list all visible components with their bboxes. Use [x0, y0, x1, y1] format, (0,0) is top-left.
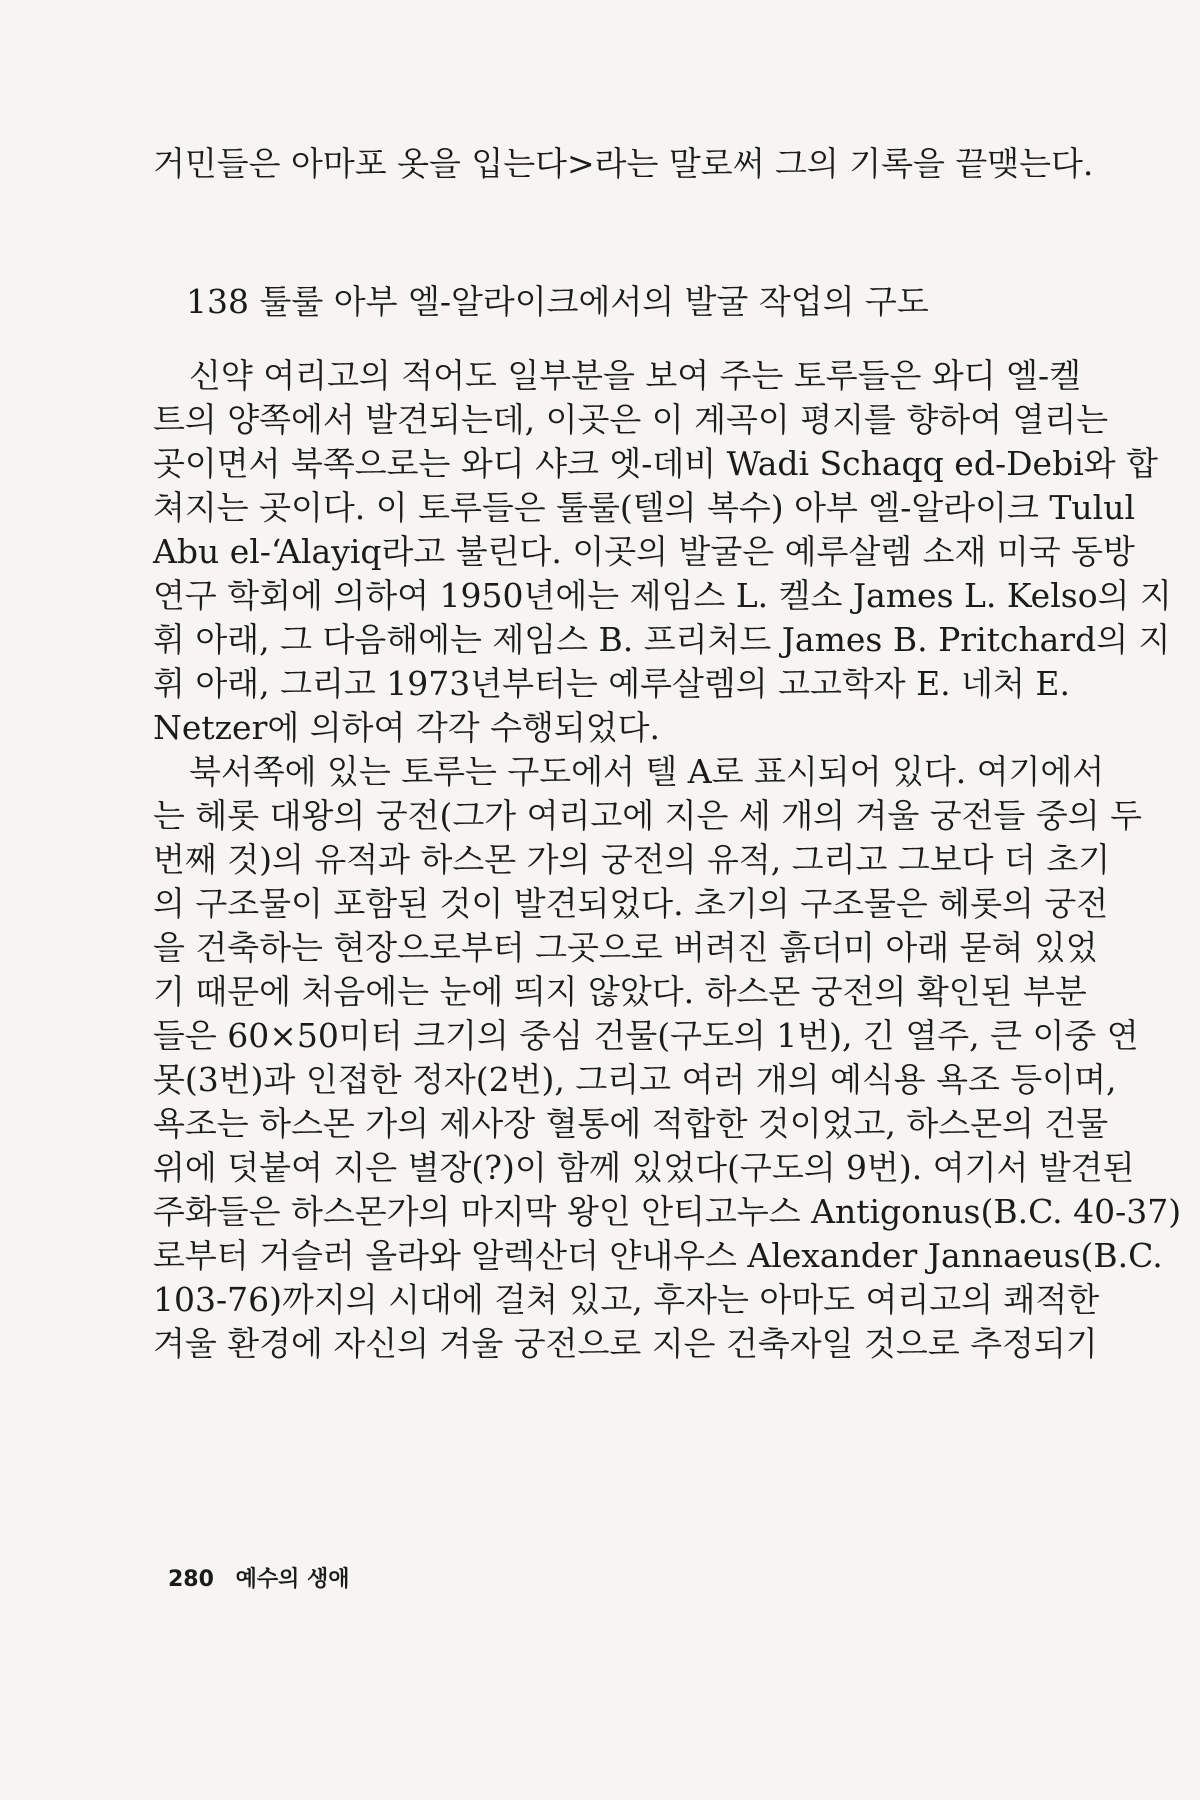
paragraph-2: [153, 750, 1182, 1366]
paragraph-line: 는 헤롯 대왕의 궁전(그가 여리고에 지은 세 개의 겨울 궁전들 중의 두: [153, 796, 1142, 835]
paragraph-line: 의 구조물이 포함된 것이 발견되었다. 초기의 구조물은 헤롯의 궁전: [153, 884, 1109, 923]
section-heading: 138 툴룰 아부 엘-알라이크에서의 발굴 작업의 구도: [186, 282, 929, 321]
paragraph-line: Netzer에 의하여 각각 수행되었다.: [153, 708, 660, 747]
paragraph-line: 위에 덧붙여 지은 별장(?)이 함께 있었다(구도의 9번). 여기서 발견된: [153, 1148, 1135, 1187]
paragraph-line: 신약 여리고의 적어도 일부분을 보여 주는 토루들은 와디 엘-켈: [189, 356, 1082, 395]
book-title: 예수의 생애: [235, 1567, 350, 1592]
paragraph-line: Abu el-‘Alayiq라고 불린다. 이곳의 발굴은 예루살렘 소재 미국 동방: [153, 532, 1135, 571]
paragraph-line: 103-76)까지의 시대에 걸쳐 있고, 후자는 아마도 여리고의 쾌적한: [153, 1280, 1100, 1319]
paragraph-line: 겨울 환경에 자신의 겨울 궁전으로 지은 건축자일 것으로 추정되기: [153, 1324, 1098, 1363]
paragraph-line: 쳐지는 곳이다. 이 토루들은 툴룰(텔의 복수) 아부 엘-알라이크 Tulul: [153, 488, 1136, 527]
paragraph-line: 번째 것)의 유적과 하스몬 가의 궁전의 유적, 그리고 그보다 더 초기: [153, 840, 1111, 879]
paragraph-1: [153, 354, 1172, 750]
paragraph-line: 휘 아래, 그리고 1973년부터는 예루살렘의 고고학자 E. 네처 E.: [153, 664, 1070, 703]
paragraph-line: 욕조는 하스몬 가의 제사장 혈통에 적합한 것이었고, 하스몬의 건물: [153, 1104, 1109, 1143]
page-number: 280: [168, 1567, 214, 1592]
paragraph-line: 로부터 거슬러 올라와 알렉산더 얀내우스 Alexander Jannaeus(B.C.: [153, 1236, 1163, 1275]
paragraph-line: 휘 아래, 그 다음해에는 제임스 B. 프리처드 James B. Pritchard의 지: [153, 620, 1171, 659]
page-footer: [168, 1562, 350, 1593]
paragraph-line: 을 건축하는 현장으로부터 그곳으로 버려진 흙더미 아래 묻혀 있었: [153, 928, 1098, 967]
paragraph-line: 기 때문에 처음에는 눈에 띄지 않았다. 하스몬 궁전의 확인된 부분: [153, 972, 1087, 1011]
paragraph-line: 주화들은 하스몬가의 마지막 왕인 안티고누스 Antigonus(B.C. 40-37): [153, 1192, 1182, 1231]
continuation-line: 거민들은 아마포 옷을 입는다>라는 말로써 그의 기록을 끝맺는다.: [153, 144, 1094, 183]
paragraph-line: 못(3번)과 인접한 정자(2번), 그리고 여러 개의 예식용 욕조 등이며,: [153, 1060, 1117, 1099]
paragraph-line: 곳이면서 북쪽으로는 와디 샤크 엣-데비 Wadi Schaqq ed-Debi와 합: [153, 444, 1159, 483]
paragraph-line: 북서쪽에 있는 토루는 구도에서 텔 A로 표시되어 있다. 여기에서: [189, 752, 1105, 791]
paragraph-line: 트의 양쪽에서 발견되는데, 이곳은 이 계곡이 평지를 향하여 열리는: [153, 400, 1109, 439]
continuation-text: [153, 142, 1094, 186]
paragraph-line: 들은 60×50미터 크기의 중심 건물(구도의 1번), 긴 열주, 큰 이중 연: [153, 1016, 1139, 1055]
paragraph-line: 연구 학회에 의하여 1950년에는 제임스 L. 켈소 James L. Kelso의 지: [153, 576, 1172, 615]
